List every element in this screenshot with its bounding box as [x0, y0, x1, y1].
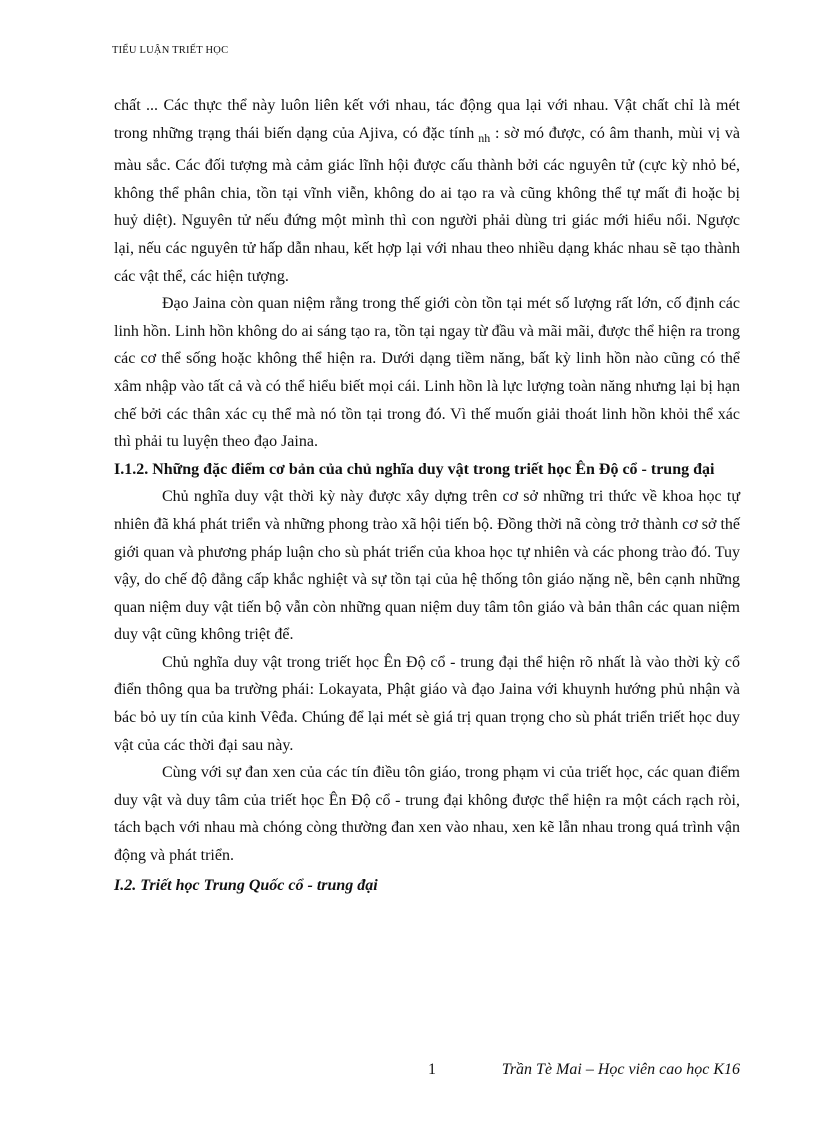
section-heading-1-1-2: I.1.2. Những đặc điểm cơ bản của chủ nghĩa duy vật trong triết học Ên Độ cổ - trung đại: [114, 460, 715, 478]
paragraph-1-subscript: nh: [478, 130, 491, 145]
footer-author: Trần Tè Mai – Học viên cao học K16: [501, 1061, 740, 1078]
paragraph-2: Đạo Jaina còn quan niệm rằng trong thế giới còn tồn tại mét số lượng rất lớn, cố định các linh hồn. Linh hồn không do ai sáng tạo ra, tồn tại ngay từ đầu và mãi mãi, được thể hiện ra trong các cơ thể sống hoặc không thể hiện ra. Dưới dạng tiềm năng, bất kỳ linh hồn nào cũng có thể xâm nhập vào tất cả và có thể hiểu biết mọi cái. Linh hồn là lực lượng toàn năng nhưng lại bị hạn chế bởi các thân xác cụ thể mà nó tồn tại trong đó. Vì thế muốn giải thoát linh hồn khỏi thể xác thì phải tu luyện theo đạo Jaina.: [114, 295, 740, 451]
paragraph-3: Chủ nghĩa duy vật thời kỳ này được xây dựng trên cơ sở những tri thức về khoa học tự nhiên đã khá phát triển và những phong trào xã hội tiến bộ. Đồng thời nã còng trở thành cơ sở thế giới quan và phương pháp luận cho sù phát triển của khoa học tự nhiên và các phong trào đó. Tuy vậy, do chế độ đẳng cấp khắc nghiệt và sự tồn tại của hệ thống tôn giáo nặng nề, bên cạnh những quan niệm duy vật tiến bộ vẫn còn những quan niệm duy tâm tôn giáo và bản thân các quan niệm duy vật cũng không triệt để.: [114, 488, 740, 644]
page-header-title: TIỂU LUẬN TRIẾT HỌC: [112, 45, 229, 56]
paragraph-5: Cùng với sự đan xen của các tín điều tôn giáo, trong phạm vi của triết học, các quan điểm duy vật và duy tâm của triết học Ên Độ cổ - trung đại không được thể hiện ra một cách rạch ròi, tách bạch với nhau mà chóng còng thường đan xen vào nhau, xen kẽ lẫn nhau trong quá trình vận động và phát triển.: [114, 764, 740, 865]
paragraph-1: [114, 92, 740, 290]
paragraph-1-part-b: : sờ mó được, có âm thanh, mùi vị và màu sắc. Các đối tượng mà cảm giác lĩnh hội được cấu thành bởi các nguyên tử (cực kỳ nhỏ bé, không thể phân chia, tồn tại vĩnh viễn, không do ai tạo ra và cũng không thể tự mất đi hoặc bị huỷ diệt). Nguyên tử nếu đứng một mình thì con người phải dùng tri giác mới hiểu nổi. Ngược lại, nếu các nguyên tử hấp dẫn nhau, kết hợp lại với nhau theo nhiều dạng khác nhau sẽ tạo thành các vật thể, các hiện tượng.: [114, 124, 740, 285]
paragraph-4: Chủ nghĩa duy vật trong triết học Ên Độ cổ - trung đại thể hiện rõ nhất là vào thời kỳ cổ điển thông qua ba trường phái: Lokayata, Phật giáo và đạo Jaina với khuynh hướng phủ nhận và bác bỏ uy tín của kinh Vêđa. Chúng để lại mét sè giá trị quan trọng cho sù phát triển triết học duy vật của các thời đại sau này.: [114, 653, 740, 754]
section-heading-1-2: I.2. Triết học Trung Quốc cổ - trung đại: [114, 876, 378, 894]
paragraph-1-part-a: chất ... Các thực thể này luôn liên kết với nhau, tác động qua lại với nhau. Vật chất chỉ là mét trong những trạng thái biến dạng của Ajiva, có đặc tính: [114, 97, 740, 142]
document-body: [114, 92, 740, 899]
page-number: 1: [428, 1061, 436, 1078]
